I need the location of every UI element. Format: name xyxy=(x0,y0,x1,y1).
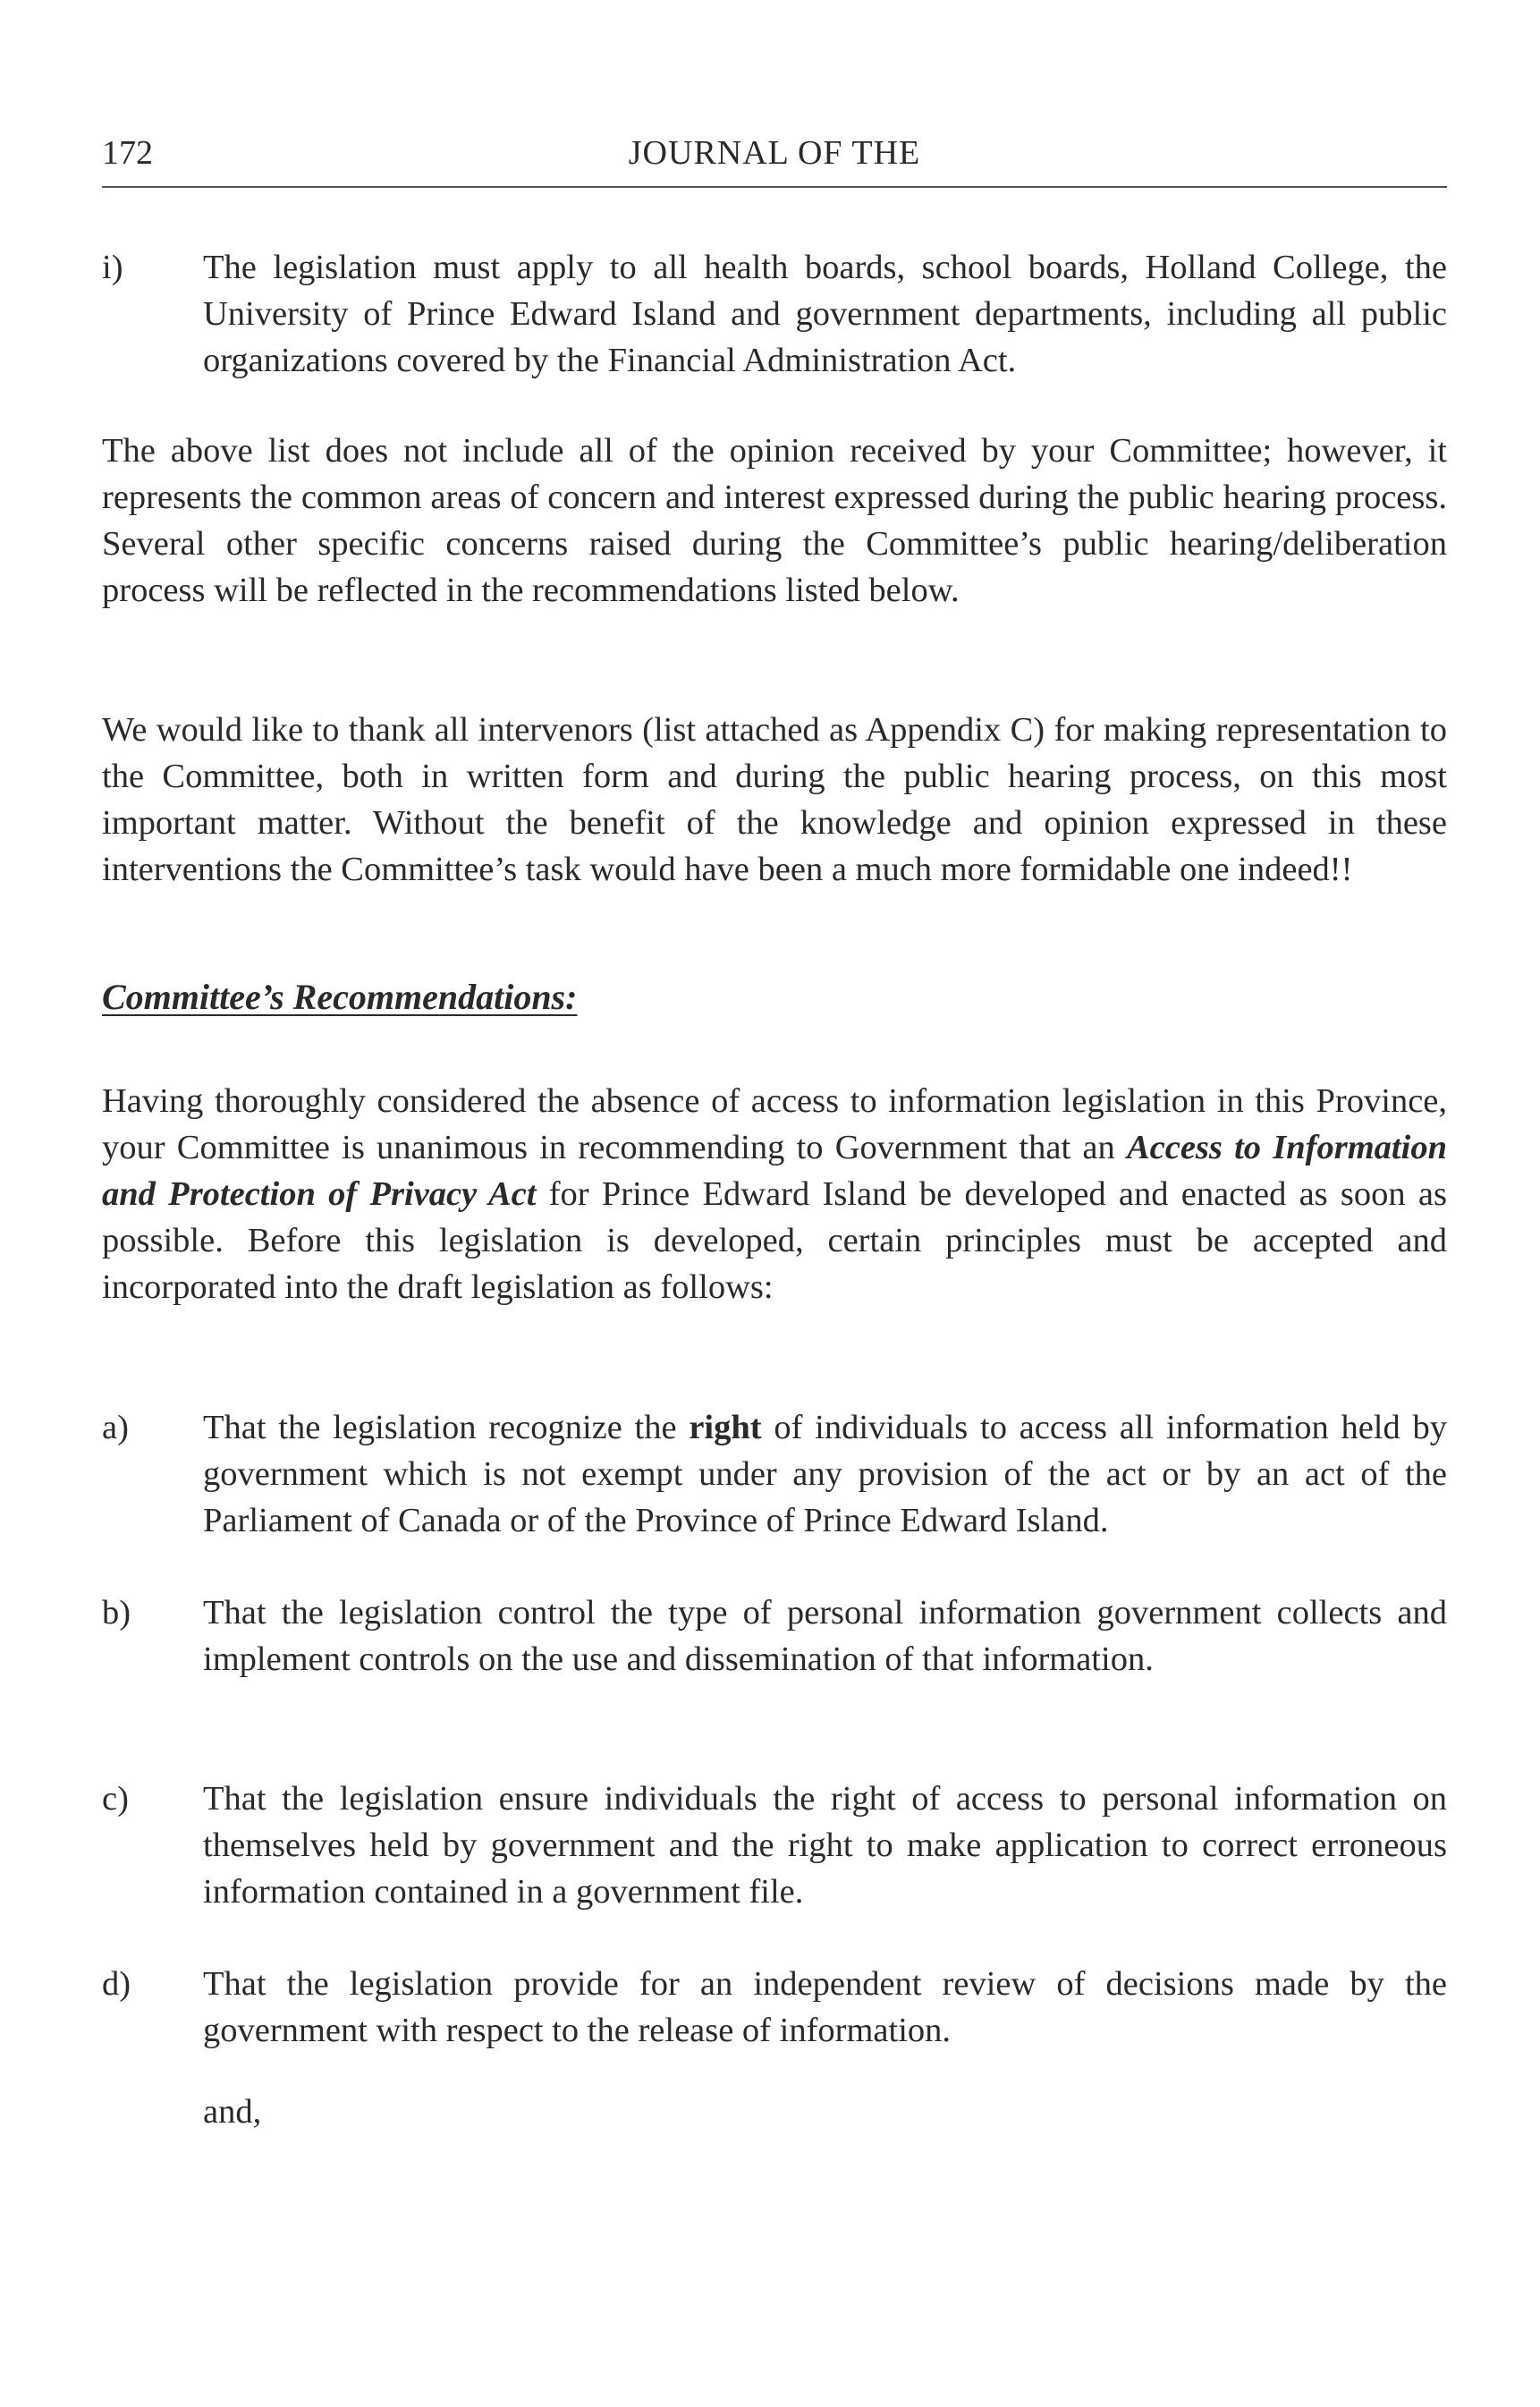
act-name: Access to Information and Protection of Privacy Act xyxy=(102,1129,1447,1213)
recommendation-text xyxy=(203,1404,1447,1544)
running-header xyxy=(102,132,1447,188)
paragraph-thanks: We would like to thank all intervenors (list attached as Appendix C) for making representation to the Committee, both in written form and during the public hearing process, on this most important matter. Without the benefit of the knowledge and opinion expressed in these interventions the Committee’s task would have been a much more formidable one indeed!! xyxy=(102,711,1447,888)
document-page xyxy=(102,0,1447,2407)
closing-text: and, xyxy=(203,2093,262,2131)
paragraph-opinion: The above list does not include all of the opinion received by your Committee; however, it represents the common areas of concern and interest expressed during the public hearing process. Several other specific concerns raised during the Committee’s public hearing/deliberation process will be reflected in the recommendations listed below. xyxy=(102,432,1447,609)
intro-text-after: for Prince Edward Island be developed and enacted as soon as possible. Before this legislation is developed, certain principles must be accepted and incorporated into the draft legislation as follows: xyxy=(102,1175,1447,1306)
intro-text-before: Having thoroughly considered the absence of access to information legislation in this Province, your Committee is unanimous in recommending to Government that an xyxy=(102,1082,1447,1166)
page-number: 172 xyxy=(102,134,153,172)
recommendation-text-before: That the legislation recognize the xyxy=(203,1409,690,1446)
list-marker: a) xyxy=(102,1409,129,1446)
list-marker: i) xyxy=(102,249,123,286)
list-marker: c) xyxy=(102,1780,129,1818)
recommendation-text: That the legislation provide for an independent review of decisions made by the government with respect to the release of information. xyxy=(203,1965,1447,2049)
recommendation-text: That the legislation control the type of personal information government collects and implement controls on the use and dissemination of that information. xyxy=(203,1594,1447,1678)
list-item-text: The legislation must apply to all health boards, school boards, Holland College, the University of Prince Edward Island and government departments, including all public organizations covered by the Financial Administration Act. xyxy=(203,249,1447,379)
list-marker: b) xyxy=(102,1594,131,1632)
section-heading: Committee’s Recommendations: xyxy=(102,977,578,1017)
journal-title: JOURNAL OF THE xyxy=(628,134,921,172)
list-marker: d) xyxy=(102,1965,131,2003)
recommendation-text-after: of individuals to access all information held by government which is not exempt under any provision of the act or by an act of the Parliament of Canada or of the Province of Prince Edward Island. xyxy=(203,1409,1447,1539)
emphasis-right: right xyxy=(689,1409,762,1446)
recommendation-text: That the legislation ensure individuals the right of access to personal information on themselves held by government and the right to make application to correct erroneous information contained in a government file. xyxy=(203,1780,1447,1911)
paragraph-recommendations-intro xyxy=(102,1078,1447,1310)
